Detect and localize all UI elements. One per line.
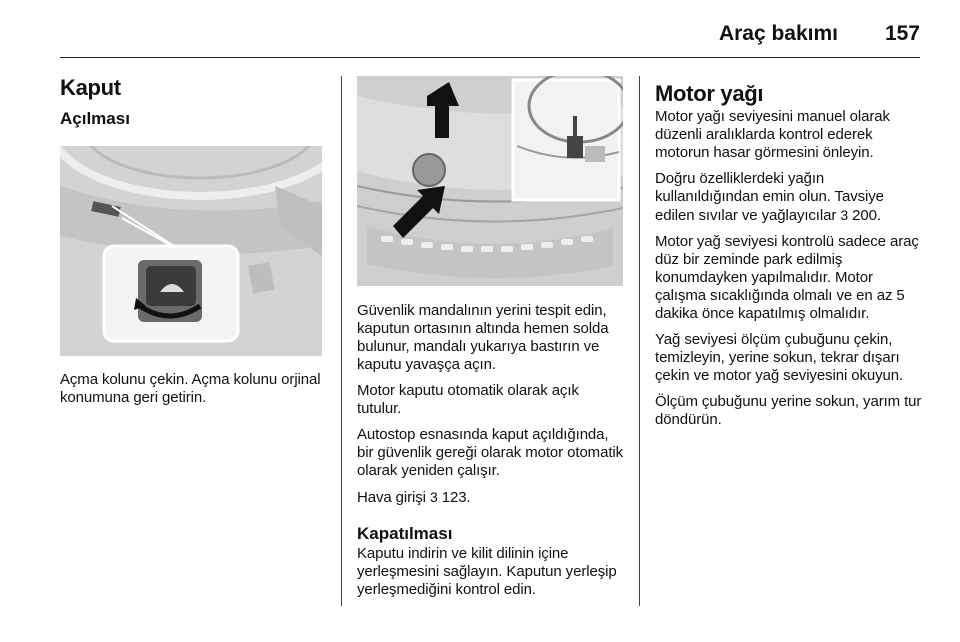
chapter-title: Araç bakımı — [718, 22, 838, 45]
right-column — [655, 80, 925, 437]
section-subtitle: Kapatılması — [357, 524, 453, 543]
left-column-text — [60, 371, 325, 415]
cross-reference-icon: 3 — [840, 207, 849, 223]
paragraph: Açma kolunu çekin. Açma kolunu orjinal konumuna geri getirin. — [60, 371, 321, 406]
hood-release-illustration — [60, 146, 322, 356]
cross-reference-icon: 3 — [430, 489, 438, 505]
cross-reference-page[interactable]: 200. — [852, 207, 881, 224]
paragraph: Autostop esnasında kaput açıldığında, bir güvenlik gereği olarak motor otomatik olarak yeniden çalışır. — [357, 426, 624, 479]
paragraph-text: Doğru özelliklerdeki yağın kullanıldığından emin olun. Tavsiye edilen sıvılar ve yağlayıcılar — [655, 170, 884, 224]
middle-column-text — [357, 302, 625, 607]
left-column — [60, 74, 325, 130]
paragraph — [357, 488, 625, 507]
paragraph: Kaputu indirin ve kilit dilinin içine yerleşmesini sağlayın. Kaputun yerleşip yerleşmediğini kontrol edin. — [357, 545, 617, 598]
paragraph: Yağ seviyesi ölçüm çubuğunu çekin, temizleyin, yerine sokun, tekrar dışarı çekin ve motor yağ seviyesini okuyun. — [655, 331, 904, 384]
section-title: Motor yağı — [655, 81, 764, 106]
paragraph: Motor kaputu otomatik olarak açık tutulur. — [357, 382, 579, 417]
column-divider — [341, 76, 342, 606]
cross-reference-text: Hava girişi — [357, 489, 426, 506]
paragraph: Motor yağı seviyesini manuel olarak düzenli aralıklarda kontrol ederek motorun hasar görmesini önleyin. — [655, 108, 890, 161]
paragraph: Güvenlik mandalının yerini tespit edin, kaputun ortasının altında hemen solda bulunur, mandalı yukarıya bastırın ve kaputu yavaşça açın. — [357, 302, 609, 373]
column-divider — [639, 76, 640, 606]
page-number: 157 — [884, 22, 920, 45]
safety-catch-illustration — [357, 76, 623, 286]
paragraph — [655, 170, 925, 225]
page-header — [60, 14, 920, 58]
cross-reference-page[interactable]: 123. — [441, 489, 471, 506]
section-title: Kaput — [60, 75, 121, 100]
paragraph: Motor yağ seviyesi kontrolü sadece araç düz bir zeminde park edilmiş konumdayken yapılmalıdır. Motor çalışma sıcaklığında olmalı ve en az 5 dakika önce kapatılmış olmalıdır. — [655, 233, 919, 322]
paragraph: Ölçüm çubuğunu yerine sokun, yarım tur döndürün. — [655, 393, 922, 428]
section-subtitle: Açılması — [60, 109, 130, 128]
